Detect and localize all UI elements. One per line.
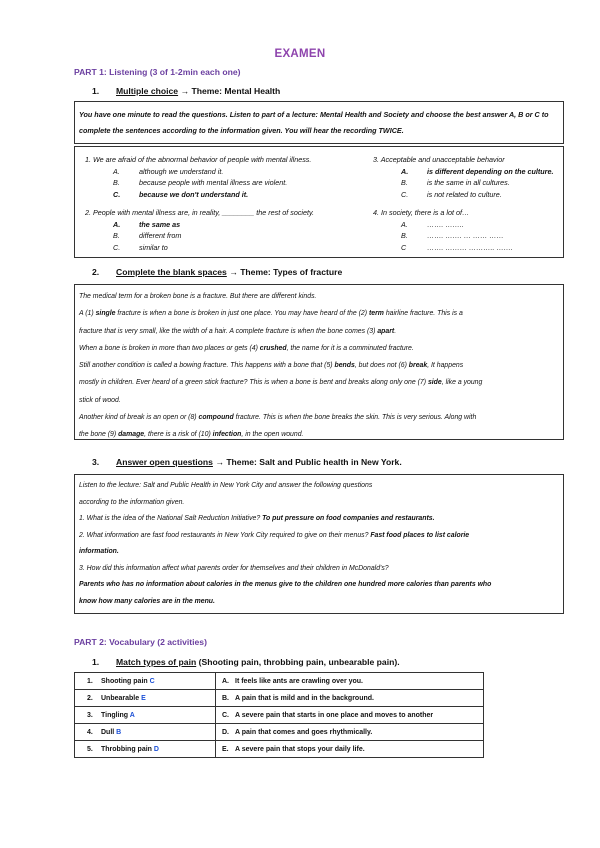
answer-text[interactable]: information. bbox=[79, 548, 119, 555]
option-b[interactable]: different from bbox=[139, 231, 182, 240]
table-row bbox=[75, 707, 484, 724]
option-letter: C. bbox=[113, 242, 121, 252]
definition-letter: E. bbox=[222, 745, 229, 753]
item-number: 3. bbox=[87, 711, 93, 719]
option-a[interactable]: although we understand it. bbox=[139, 166, 224, 176]
section1-heading bbox=[92, 86, 280, 96]
arrow-icon: → bbox=[180, 86, 190, 96]
match-table bbox=[74, 672, 484, 758]
section-theme: Theme: Types of fracture bbox=[240, 267, 343, 277]
blank-answer[interactable]: single bbox=[95, 310, 116, 318]
match-answer[interactable]: B bbox=[116, 728, 122, 736]
instructions-text: You have one minute to read the questions. Listen to part of a lecture: Mental Health and Society and choose the best answer A, B or C to complete the sentences according to the information given. You will hear the recording TWICE. bbox=[79, 110, 549, 135]
pain-term-cell bbox=[75, 707, 216, 724]
definition-letter: B. bbox=[222, 694, 229, 702]
match-answer[interactable]: D bbox=[153, 745, 159, 753]
question-2 bbox=[85, 207, 375, 253]
item-number: 2. bbox=[87, 694, 93, 702]
question-stem: 3. Acceptable and unacceptable behavior bbox=[373, 155, 505, 164]
exam-title: EXAMEN bbox=[274, 48, 326, 60]
section-number: 2. bbox=[92, 267, 100, 277]
text-line: stick of wood. bbox=[79, 396, 121, 404]
table-row bbox=[75, 673, 484, 690]
text-line: according to the information given. bbox=[79, 498, 185, 506]
pain-term-cell bbox=[75, 673, 216, 690]
section-label: Multiple choice bbox=[116, 86, 179, 96]
definition-cell bbox=[216, 673, 484, 690]
definition-letter: C. bbox=[222, 711, 229, 719]
section-label: Match types of pain bbox=[116, 657, 197, 667]
option-letter: A. bbox=[113, 166, 120, 176]
fracture-text-box bbox=[74, 284, 564, 440]
definition-cell bbox=[216, 690, 484, 707]
pain-term-cell bbox=[75, 690, 216, 707]
option-letter: C bbox=[401, 242, 407, 252]
definition-cell bbox=[216, 741, 484, 758]
text-line: Another kind of break is an open or (8) compound fracture. This is when the bone breaks the skin. This is very serious. Along with bbox=[79, 414, 477, 422]
definition-cell bbox=[216, 707, 484, 724]
section3-heading bbox=[92, 457, 402, 467]
text-line: mostly in children. Ever heard of a green stick fracture? This is when a bone is bent and breaks along only one (7) side, like a young bbox=[79, 379, 483, 387]
blank-answer[interactable]: side bbox=[427, 379, 442, 387]
option-b[interactable]: ……. ……. … …… …… bbox=[427, 231, 504, 240]
option-letter: B. bbox=[113, 231, 120, 240]
option-a[interactable]: is different depending on the culture. bbox=[427, 166, 554, 176]
open-questions-text bbox=[79, 478, 559, 610]
option-c[interactable]: because we don't understand it. bbox=[139, 189, 249, 199]
question-stem: 4. In society, there is a lot of… bbox=[373, 208, 470, 217]
section2-heading bbox=[92, 267, 342, 277]
definition-text: A pain that comes and goes rhythmically. bbox=[235, 728, 373, 736]
text-line: When a bone is broken in more than two places or gets (4) crushed, the name for it is a comminuted fracture. bbox=[79, 344, 414, 352]
item-number: 4. bbox=[87, 728, 93, 736]
section-theme: Theme: Mental Health bbox=[191, 86, 281, 96]
section-theme: Theme: Salt and Public health in New York. bbox=[226, 457, 402, 467]
question-line: 1. What is the idea of the National Salt Reduction Initiative? To put pressure on food companies and restaurants. bbox=[79, 515, 435, 522]
option-letter: A. bbox=[113, 219, 121, 229]
section-label: Answer open questions bbox=[116, 457, 213, 467]
pain-term-cell bbox=[75, 741, 216, 758]
text-line: The medical term for a broken bone is a fracture. But there are different kinds. bbox=[79, 293, 317, 300]
question-stem: 1. We are afraid of the abnormal behavior of people with mental illness. bbox=[85, 155, 312, 164]
section-number: 1. bbox=[92, 86, 100, 96]
option-a[interactable]: ……. …….. bbox=[427, 219, 464, 229]
item-number: 5. bbox=[87, 745, 93, 753]
section-theme: (Shooting pain, throbbing pain, unbearable pain). bbox=[196, 657, 400, 667]
option-b[interactable]: because people with mental illness are violent. bbox=[139, 178, 288, 187]
question-line: 3. How did this information affect what parents order for themselves and their children in McDonald's? bbox=[79, 564, 389, 572]
question-line: 2. What information are fast food restaurants in New York City required to give on their menus? Fast food places to list calorie bbox=[79, 531, 470, 539]
vocab-section-heading bbox=[92, 657, 400, 667]
option-letter: C. bbox=[113, 189, 121, 199]
blank-answer[interactable]: compound bbox=[198, 414, 234, 422]
question-1 bbox=[85, 154, 375, 200]
question-3 bbox=[373, 154, 563, 200]
definition-letter: A. bbox=[222, 677, 229, 685]
option-c[interactable]: is not related to culture. bbox=[427, 189, 502, 199]
text-line: fracture that is very small, like the width of a hair. A complete fracture is when the bone comes (3) apart. bbox=[79, 327, 397, 335]
arrow-icon: → bbox=[215, 457, 224, 467]
option-letter: B. bbox=[113, 178, 120, 187]
option-c[interactable]: ……. ……… ……….. ……. bbox=[427, 242, 513, 252]
blank-answer[interactable]: crushed bbox=[259, 344, 287, 352]
text-line: Still another condition is called a bowing fracture. This happens with a bone that (5) bends, but does not (6) break, It happens bbox=[79, 362, 464, 370]
pain-term: Dull bbox=[101, 728, 117, 736]
option-a[interactable]: the same as bbox=[139, 219, 181, 229]
match-answer[interactable]: C bbox=[149, 677, 155, 685]
blank-answer[interactable]: break bbox=[408, 362, 428, 370]
blank-answer[interactable]: damage bbox=[118, 431, 145, 439]
pain-term: Throbbing pain bbox=[101, 745, 154, 753]
table-row bbox=[75, 724, 484, 741]
table-row bbox=[75, 690, 484, 707]
pain-term: Tingling bbox=[101, 711, 130, 719]
pain-term: Shooting pain bbox=[101, 677, 150, 685]
fracture-text bbox=[79, 288, 559, 444]
text-line: the bone (9) damage, there is a risk of (10) infection, in the open wound. bbox=[79, 431, 304, 439]
section-number: 3. bbox=[92, 457, 100, 467]
option-letter: A. bbox=[401, 166, 409, 176]
text-line: Listen to the lecture: Salt and Public Health in New York City and answer the following questions bbox=[79, 482, 373, 489]
option-letter: C. bbox=[401, 189, 409, 199]
part1-heading: PART 1: Listening (3 of 1-2min each one) bbox=[74, 67, 241, 77]
questions-box bbox=[74, 146, 564, 258]
blank-answer[interactable]: infection bbox=[212, 431, 242, 439]
arrow-icon: → bbox=[229, 267, 238, 277]
instructions-box bbox=[74, 101, 564, 144]
answer-text[interactable]: To put pressure on food companies and restaurants. bbox=[262, 515, 435, 522]
text-line: A (1) single fracture is when a bone is broken in just one place. You may have heard of the (2) term hairline fracture. This is a bbox=[79, 310, 463, 318]
blank-answer[interactable]: bends bbox=[334, 362, 355, 370]
part2-heading: PART 2: Vocabulary (2 activities) bbox=[74, 637, 207, 647]
table-row bbox=[75, 741, 484, 758]
blank-answer[interactable]: apart bbox=[377, 327, 395, 335]
option-letter: A. bbox=[401, 219, 408, 229]
option-letter: B. bbox=[401, 231, 408, 240]
pain-term-cell bbox=[75, 724, 216, 741]
option-c[interactable]: similar to bbox=[139, 242, 168, 252]
question-4 bbox=[373, 207, 563, 253]
answer-text[interactable]: know how many calories are in the menu. bbox=[79, 597, 215, 605]
section-label: Complete the blank spaces bbox=[116, 267, 227, 277]
definition-letter: D. bbox=[222, 728, 229, 736]
definition-cell bbox=[216, 724, 484, 741]
option-b[interactable]: is the same in all cultures. bbox=[427, 178, 510, 187]
item-number: 1. bbox=[87, 677, 93, 685]
definition-text: A severe pain that starts in one place and moves to another bbox=[235, 711, 434, 719]
option-letter: B. bbox=[401, 178, 408, 187]
answer-text[interactable]: Parents who has no information about calories in the menus give to the children one hundred more calories than parents who bbox=[79, 581, 492, 588]
match-answer[interactable]: E bbox=[141, 694, 146, 702]
blank-answer[interactable]: term bbox=[368, 310, 384, 318]
pain-term: Unbearable bbox=[101, 694, 142, 702]
section-number: 1. bbox=[92, 657, 100, 667]
definition-text: It feels like ants are crawling over you. bbox=[235, 677, 363, 685]
definition-text: A pain that is mild and in the background. bbox=[235, 694, 374, 702]
open-questions-box bbox=[74, 474, 564, 614]
answer-text[interactable]: Fast food places to list calorie bbox=[370, 531, 470, 539]
question-stem: 2. People with mental illness are, in reality, ________ the rest of society. bbox=[85, 208, 315, 217]
match-answer[interactable]: A bbox=[129, 711, 135, 719]
definition-text: A severe pain that stops your daily life. bbox=[235, 745, 365, 753]
